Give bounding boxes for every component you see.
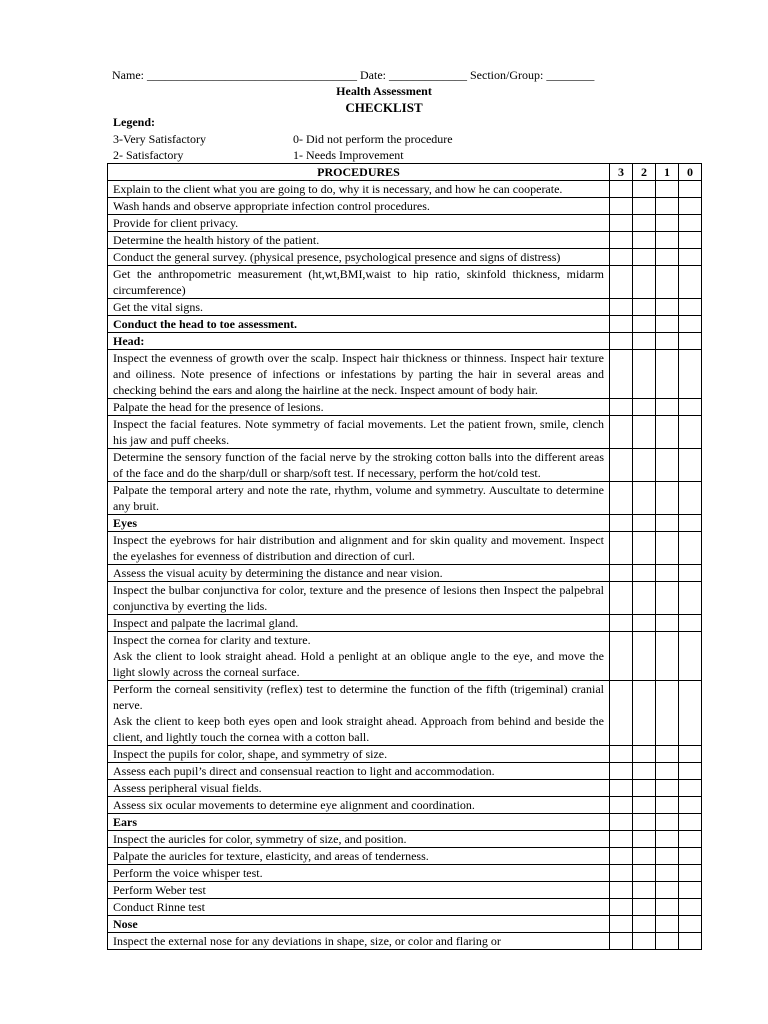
- procedure-text: Wash hands and observe appropriate infection control procedures.: [108, 198, 610, 215]
- score-cell-0[interactable]: [679, 249, 702, 266]
- score-cell-1[interactable]: [656, 632, 679, 681]
- score-cell-1[interactable]: [656, 181, 679, 198]
- score-cell-0[interactable]: [679, 865, 702, 882]
- procedure-text: Perform the corneal sensitivity (reflex) test to determine the function of the fifth (trigeminal) cranial nerve. Ask the client to keep both eyes open and look straight ahead. Approach from behind and beside the client, and lightly touch the cornea with a cotton ball.: [108, 681, 610, 746]
- legend-title: Legend:: [113, 115, 155, 129]
- score-cell-2[interactable]: [633, 797, 656, 814]
- score-cell-1[interactable]: [656, 399, 679, 416]
- score-cell-1[interactable]: [656, 266, 679, 299]
- score-cell-3[interactable]: [610, 933, 633, 950]
- table-row: [108, 582, 702, 615]
- score-cell-0[interactable]: [679, 780, 702, 797]
- score-cell-2[interactable]: [633, 681, 656, 746]
- score-cell-1: [656, 515, 679, 532]
- score-cell-1[interactable]: [656, 582, 679, 615]
- procedure-text: Assess each pupil’s direct and consensual reaction to light and accommodation.: [108, 763, 610, 780]
- score-cell-0[interactable]: [679, 681, 702, 746]
- table-row: [108, 565, 702, 582]
- procedure-text: Get the anthropometric measurement (ht,wt,BMI,waist to hip ratio, skinfold thickness, midarm circumference): [108, 266, 610, 299]
- section-header-row: [108, 333, 702, 350]
- score-cell-2[interactable]: [633, 582, 656, 615]
- score-cell-0[interactable]: [679, 399, 702, 416]
- score-cell-0[interactable]: [679, 482, 702, 515]
- table-row: [108, 215, 702, 232]
- score-cell-2[interactable]: [633, 615, 656, 632]
- score-cell-2[interactable]: [633, 181, 656, 198]
- table-row: [108, 933, 702, 950]
- score-cell-2[interactable]: [633, 831, 656, 848]
- score-cell-2[interactable]: [633, 399, 656, 416]
- procedures-header: PROCEDURES: [108, 164, 610, 181]
- score-cell-1[interactable]: [656, 249, 679, 266]
- score-cell-1[interactable]: [656, 797, 679, 814]
- table-row: [108, 865, 702, 882]
- score-cell-1[interactable]: [656, 933, 679, 950]
- score-cell-1[interactable]: [656, 449, 679, 482]
- score-cell-1[interactable]: [656, 565, 679, 582]
- score-cell-1: [656, 333, 679, 350]
- procedure-text: Determine the sensory function of the facial nerve by the stroking cotton balls into the different areas of the face and do the sharp/dull or sharp/soft test. If necessary, perform the hot/cold test.: [108, 449, 610, 482]
- score-cell-0[interactable]: [679, 416, 702, 449]
- header-fields: [112, 68, 594, 83]
- legend-item-3: 3-Very Satisfactory: [113, 132, 206, 146]
- score-cell-0[interactable]: [679, 181, 702, 198]
- procedure-text: Provide for client privacy.: [108, 215, 610, 232]
- section-label: Head:: [108, 333, 610, 350]
- table-row: [108, 763, 702, 780]
- score-cell-3[interactable]: [610, 215, 633, 232]
- score-cell-1: [656, 916, 679, 933]
- score-cell-1[interactable]: [656, 831, 679, 848]
- score-cell-3[interactable]: [610, 632, 633, 681]
- score-header-0: 0: [679, 164, 702, 181]
- table-row: [108, 780, 702, 797]
- section-header-row: [108, 916, 702, 933]
- score-cell-1[interactable]: [656, 865, 679, 882]
- procedure-text: Conduct Rinne test: [108, 899, 610, 916]
- procedure-text: Perform Weber test: [108, 882, 610, 899]
- score-cell-2[interactable]: [633, 249, 656, 266]
- score-cell-3[interactable]: [610, 232, 633, 249]
- procedure-text: Palpate the head for the presence of lesions.: [108, 399, 610, 416]
- procedure-text: Inspect the eyebrows for hair distribution and alignment and for skin quality and movement. Inspect the eyelashes for evenness of distribution and direction of curl.: [108, 532, 610, 565]
- score-cell-2[interactable]: [633, 746, 656, 763]
- score-cell-2[interactable]: [633, 565, 656, 582]
- procedure-text: Inspect the facial features. Note symmetry of facial movements. Let the patient frown, smile, clench his jaw and puff cheeks.: [108, 416, 610, 449]
- score-cell-1[interactable]: [656, 350, 679, 399]
- table-row: [108, 681, 702, 746]
- section-header-row: [108, 515, 702, 532]
- table-row: [108, 797, 702, 814]
- section-label: Eyes: [108, 515, 610, 532]
- score-header-1: 1: [656, 164, 679, 181]
- score-cell-2[interactable]: [633, 350, 656, 399]
- score-cell-1[interactable]: [656, 848, 679, 865]
- score-cell-1[interactable]: [656, 882, 679, 899]
- table-row: [108, 831, 702, 848]
- score-cell-2[interactable]: [633, 299, 656, 316]
- score-cell-1: [656, 814, 679, 831]
- score-cell-2: [633, 333, 656, 350]
- score-cell-3[interactable]: [610, 350, 633, 399]
- legend-item-2: 2- Satisfactory: [113, 148, 184, 162]
- score-cell-0[interactable]: [679, 449, 702, 482]
- document-subtitle: CHECKLIST: [345, 100, 423, 115]
- score-cell-2: [633, 316, 656, 333]
- table-row: [108, 746, 702, 763]
- score-cell-0: [679, 515, 702, 532]
- score-cell-1[interactable]: [656, 615, 679, 632]
- score-cell-3[interactable]: [610, 882, 633, 899]
- table-row: [108, 632, 702, 681]
- procedure-text: Inspect the pupils for color, shape, and symmetry of size.: [108, 746, 610, 763]
- score-cell-2[interactable]: [633, 482, 656, 515]
- score-cell-3[interactable]: [610, 797, 633, 814]
- procedure-text: Palpate the temporal artery and note the rate, rhythm, volume and symmetry. Auscultate to determine any bruit.: [108, 482, 610, 515]
- score-cell-0[interactable]: [679, 232, 702, 249]
- checklist-body: [108, 181, 702, 950]
- score-cell-3[interactable]: [610, 848, 633, 865]
- score-cell-1[interactable]: [656, 681, 679, 746]
- table-row: [108, 882, 702, 899]
- score-cell-2[interactable]: [633, 933, 656, 950]
- table-row: [108, 266, 702, 299]
- score-cell-0[interactable]: [679, 882, 702, 899]
- table-row: [108, 181, 702, 198]
- score-cell-1[interactable]: [656, 416, 679, 449]
- score-cell-3[interactable]: [610, 582, 633, 615]
- score-cell-3[interactable]: [610, 681, 633, 746]
- score-cell-0[interactable]: [679, 632, 702, 681]
- score-cell-3[interactable]: [610, 780, 633, 797]
- score-cell-3[interactable]: [610, 399, 633, 416]
- score-cell-1[interactable]: [656, 215, 679, 232]
- score-cell-0[interactable]: [679, 582, 702, 615]
- table-row: [108, 299, 702, 316]
- score-cell-2: [633, 515, 656, 532]
- score-cell-0: [679, 814, 702, 831]
- score-cell-3: [610, 333, 633, 350]
- score-cell-1[interactable]: [656, 232, 679, 249]
- score-cell-2[interactable]: [633, 848, 656, 865]
- score-header-2: 2: [633, 164, 656, 181]
- score-cell-0[interactable]: [679, 215, 702, 232]
- score-cell-2: [633, 814, 656, 831]
- name-field-label: Name: ___________________________________: [112, 68, 357, 82]
- table-row: [108, 198, 702, 215]
- score-cell-3: [610, 316, 633, 333]
- section-label: Conduct the head to toe assessment.: [108, 316, 610, 333]
- score-cell-0[interactable]: [679, 615, 702, 632]
- procedure-text: Conduct the general survey. (physical presence, psychological presence and signs of distress): [108, 249, 610, 266]
- score-cell-3: [610, 916, 633, 933]
- score-cell-2[interactable]: [633, 266, 656, 299]
- procedure-text: Assess six ocular movements to determine eye alignment and coordination.: [108, 797, 610, 814]
- score-cell-3[interactable]: [610, 299, 633, 316]
- legend-item-1: 1- Needs Improvement: [293, 148, 404, 162]
- table-row: [108, 350, 702, 399]
- procedure-text: Inspect the evenness of growth over the scalp. Inspect hair thickness or thinness. Inspect hair texture and oiliness. Note presence of infections or infestations by parting the hair in several areas and checking behind the ears and along the hairline at the neck. Inspect amount of body hair.: [108, 350, 610, 399]
- procedure-text: Inspect the auricles for color, symmetry of size, and position.: [108, 831, 610, 848]
- score-cell-0[interactable]: [679, 350, 702, 399]
- score-cell-3[interactable]: [610, 565, 633, 582]
- procedure-text: Perform the voice whisper test.: [108, 865, 610, 882]
- score-cell-0[interactable]: [679, 848, 702, 865]
- procedure-text: Inspect and palpate the lacrimal gland.: [108, 615, 610, 632]
- procedure-text: Get the vital signs.: [108, 299, 610, 316]
- score-cell-3[interactable]: [610, 198, 633, 215]
- table-header-row: [108, 164, 702, 181]
- table-row: [108, 615, 702, 632]
- procedure-text: Palpate the auricles for texture, elasticity, and areas of tenderness.: [108, 848, 610, 865]
- score-cell-1[interactable]: [656, 482, 679, 515]
- section-label: Nose: [108, 916, 610, 933]
- document-title: Health Assessment: [336, 84, 432, 98]
- score-cell-0: [679, 333, 702, 350]
- procedure-text: Inspect the cornea for clarity and texture. Ask the client to look straight ahead. Hold a penlight at an oblique angle to the eye, and move the light slowly across the corneal surface.: [108, 632, 610, 681]
- score-cell-2[interactable]: [633, 198, 656, 215]
- score-cell-3[interactable]: [610, 615, 633, 632]
- table-row: [108, 532, 702, 565]
- score-cell-1[interactable]: [656, 780, 679, 797]
- score-cell-0[interactable]: [679, 532, 702, 565]
- score-cell-3[interactable]: [610, 266, 633, 299]
- score-cell-3: [610, 515, 633, 532]
- score-cell-2[interactable]: [633, 780, 656, 797]
- score-cell-3[interactable]: [610, 899, 633, 916]
- section-group-field-label: Section/Group: ________: [470, 68, 595, 82]
- procedure-text: Assess the visual acuity by determining the distance and near vision.: [108, 565, 610, 582]
- table-row: [108, 848, 702, 865]
- score-cell-2[interactable]: [633, 416, 656, 449]
- score-cell-3[interactable]: [610, 249, 633, 266]
- score-cell-0[interactable]: [679, 797, 702, 814]
- score-cell-2[interactable]: [633, 215, 656, 232]
- table-row: [108, 399, 702, 416]
- score-cell-3[interactable]: [610, 482, 633, 515]
- score-cell-0[interactable]: [679, 933, 702, 950]
- score-cell-2[interactable]: [633, 232, 656, 249]
- score-cell-3[interactable]: [610, 532, 633, 565]
- score-cell-1[interactable]: [656, 899, 679, 916]
- score-header-3: 3: [610, 164, 633, 181]
- score-cell-2[interactable]: [633, 882, 656, 899]
- procedure-text: Inspect the bulbar conjunctiva for color, texture and the presence of lesions then Inspect the palpebral conjunctiva by everting the lids.: [108, 582, 610, 615]
- table-row: [108, 232, 702, 249]
- score-cell-1[interactable]: [656, 299, 679, 316]
- score-cell-3[interactable]: [610, 865, 633, 882]
- score-cell-3[interactable]: [610, 181, 633, 198]
- procedures-checklist-table: [107, 163, 702, 950]
- score-cell-1[interactable]: [656, 532, 679, 565]
- score-cell-2[interactable]: [633, 632, 656, 681]
- score-cell-2[interactable]: [633, 532, 656, 565]
- score-cell-3[interactable]: [610, 416, 633, 449]
- date-field-label: Date: _____________: [360, 68, 467, 82]
- procedure-text: Assess peripheral visual fields.: [108, 780, 610, 797]
- score-cell-0[interactable]: [679, 899, 702, 916]
- procedure-text: Explain to the client what you are going to do, why it is necessary, and how he can cooperate.: [108, 181, 610, 198]
- score-cell-3[interactable]: [610, 831, 633, 848]
- section-label: Ears: [108, 814, 610, 831]
- table-row: [108, 449, 702, 482]
- score-cell-1: [656, 316, 679, 333]
- score-cell-0: [679, 316, 702, 333]
- score-cell-2[interactable]: [633, 865, 656, 882]
- score-cell-0: [679, 916, 702, 933]
- score-cell-2[interactable]: [633, 763, 656, 780]
- procedure-text: Determine the health history of the patient.: [108, 232, 610, 249]
- score-cell-2[interactable]: [633, 899, 656, 916]
- table-row: [108, 249, 702, 266]
- score-cell-0[interactable]: [679, 746, 702, 763]
- score-cell-1[interactable]: [656, 198, 679, 215]
- score-cell-0[interactable]: [679, 565, 702, 582]
- table-row: [108, 482, 702, 515]
- legend-item-0: 0- Did not perform the procedure: [293, 132, 453, 146]
- score-cell-3: [610, 814, 633, 831]
- section-header-row: [108, 316, 702, 333]
- score-cell-0[interactable]: [679, 831, 702, 848]
- procedure-text: Inspect the external nose for any deviations in shape, size, or color and flaring or: [108, 933, 610, 950]
- score-cell-3[interactable]: [610, 746, 633, 763]
- table-row: [108, 899, 702, 916]
- score-cell-3[interactable]: [610, 449, 633, 482]
- score-cell-3[interactable]: [610, 763, 633, 780]
- score-cell-0[interactable]: [679, 198, 702, 215]
- score-cell-0[interactable]: [679, 266, 702, 299]
- section-header-row: [108, 814, 702, 831]
- score-cell-2[interactable]: [633, 449, 656, 482]
- table-row: [108, 416, 702, 449]
- score-cell-0[interactable]: [679, 763, 702, 780]
- score-cell-0[interactable]: [679, 299, 702, 316]
- score-cell-2: [633, 916, 656, 933]
- score-cell-1[interactable]: [656, 746, 679, 763]
- score-cell-1[interactable]: [656, 763, 679, 780]
